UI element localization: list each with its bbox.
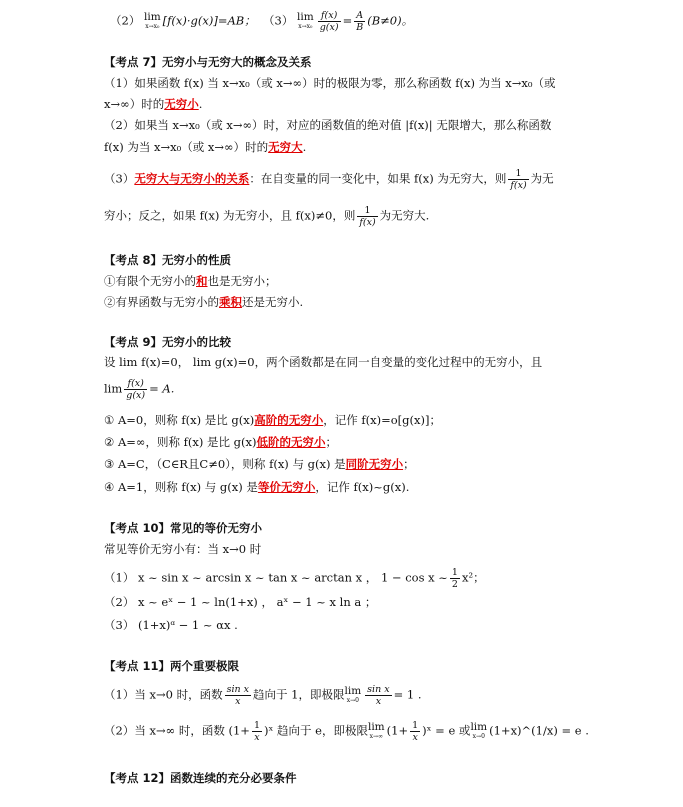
keyword-infinitesimal: 无穷小 (164, 97, 199, 111)
k7-line-2: x→∞）时的无穷小. (104, 97, 203, 111)
k7-line-5: （3）无穷大与无穷小的关系：在自变量的同一变化中，如果 f(x) 为无穷大，则 $\frac{1}{f(x)}$ 为无 (104, 168, 554, 191)
limit-operator-4: lim x→∞ (367, 720, 385, 740)
keyword-same-order: 同阶无穷小 (345, 457, 404, 471)
k8-line-1: ①有限个无穷小的和也是无穷小； (104, 274, 277, 288)
k10-line-1: 常见等价无穷小有：当 x→0 时 (104, 542, 262, 556)
limit-operator: lim x→x₀ (143, 10, 161, 30)
k7-line-4: f(x) 为当 x→x₀（或 x→∞）时的无穷大. (104, 140, 307, 154)
keyword-relation: 无穷大与无穷小的关系 (134, 171, 250, 186)
k9-line-4: ② A=∞，则称 f(x) 是比 g(x)低阶的无穷小； (104, 435, 337, 449)
k8-line-2: ②有界函数与无穷小的乘积还是无穷小. (104, 295, 304, 309)
k9-line-1: 设 lim f(x)=0， lim g(x)=0，两个函数都是在同一自变量的变化过程中的无穷小，且 (104, 355, 543, 369)
keyword-lower-order: 低阶的无穷小 (256, 435, 326, 449)
keyword-equivalent: 等价无穷小 (257, 480, 316, 494)
section-heading-8: 【考点 8】无穷小的性质 (104, 253, 232, 267)
keyword-higher-order: 高阶的无穷小 (254, 413, 324, 427)
k7-line-3: （2）如果当 x→x₀（或 x→∞）时，对应的函数值的绝对值 |f(x)| 无限增大，那么称函数 (104, 118, 552, 132)
k9-line-6: ④ A=1，则称 f(x) 与 g(x) 是等价无穷小，记作 f(x)~g(x). (104, 480, 410, 494)
part3-condition: (B≠0)。 (367, 13, 414, 28)
limit-operator-3: lim x→0 (344, 684, 362, 704)
k9-line-3: ① A=0，则称 f(x) 是比 g(x)高阶的无穷小，记作 f(x)=o[g(x)]； (104, 413, 441, 427)
top-limit-line (110, 10, 413, 33)
keyword-infinity: 无穷大 (268, 140, 303, 154)
equals-sign: = (342, 13, 353, 28)
k10-line-3: （2） x ~ eˣ − 1 ~ ln(1+x) ， aˣ − 1 ~ x ln a ； (104, 595, 377, 609)
part3-prefix: （3） (263, 13, 294, 28)
fraction-sinx-over-x: $\frac{\text{sin x}}{x}$ (226, 684, 249, 707)
section-heading-11: 【考点 11】两个重要极限 (104, 659, 240, 673)
part2-expression: [f(x)·g(x)]=AB； (162, 13, 256, 28)
k9-line-2: lim $\frac{f(x)}{g(x)}$ = A. (104, 378, 175, 401)
section-heading-9: 【考点 9】无穷小的比较 (104, 335, 232, 349)
fraction-sinx-over-x-2: $\frac{\text{sin x}}{x}$ (367, 684, 390, 707)
fraction-reciprocal-2: $\frac{1}{f(x)}$ (359, 205, 376, 228)
k10-line-4: （3） (1+x)ᵅ − 1 ~ αx . (104, 618, 238, 632)
k11-line-2: （2）当 x→∞ 时，函数 (1+ $\frac{1}{x}$ )ˣ 趋向于 e，即极限 lim x→∞ (1+ $\frac{1}{x}$ )ˣ = e 或 lim x→0 (1+x)^(1/x) = e . (104, 720, 589, 743)
keyword-product: 乘积 (219, 295, 242, 309)
limit-operator-5: lim x→0 (470, 720, 488, 740)
k9-line-5: ③ A=C，（C∈R且C≠0），则称 f(x) 与 g(x) 是同阶无穷小； (104, 457, 415, 471)
fraction-half: $\frac{1}{2}$ (451, 567, 458, 590)
section-heading-12: 【考点 12】函数连续的充分必要条件 (104, 771, 297, 785)
section-heading-7: 【考点 7】无穷小与无穷大的概念及关系 (104, 55, 312, 69)
k11-line-1: （1）当 x→0 时，函数 $\frac{\text{sin x}}{x}$ 趋向于 1，即极限 lim x→0 $\frac{\text{sin x}}{x}$ = 1 . (104, 684, 422, 707)
limit-operator-2: lim x→x₀ (297, 10, 314, 30)
k10-line-2: （1） x ~ sin x ~ arcsin x ~ tan x ~ arctan x ， 1 − cos x ~ $\frac{1}{2}$ x²； (104, 567, 485, 590)
fraction-one-over-x-2: $\frac{1}{x}$ (412, 720, 419, 743)
fraction-f-over-g: $\frac{f(x)}{g(x)}$ (126, 378, 146, 401)
section-heading-10: 【考点 10】常见的等价无穷小 (104, 521, 263, 535)
fraction-ab: $\frac{A}{B}$ (356, 10, 364, 33)
k7-line-6: 穷小；反之，如果 f(x) 为无穷小，且 f(x)≠0，则 $\frac{1}{f(x)}$ 为无穷大. (104, 205, 430, 228)
k7-line-1: （1）如果函数 f(x) 当 x→x₀（或 x→∞）时的极限为零，那么称函数 f(x) 为当 x→x₀（或 (104, 76, 556, 90)
fraction-fg: $\frac{f(x)}{g(x)}$ (319, 10, 339, 33)
part2-prefix: （2） (110, 13, 141, 28)
keyword-sum: 和 (196, 274, 208, 288)
fraction-reciprocal: $\frac{1}{f(x)}$ (510, 168, 527, 191)
fraction-one-over-x: $\frac{1}{x}$ (253, 720, 260, 743)
